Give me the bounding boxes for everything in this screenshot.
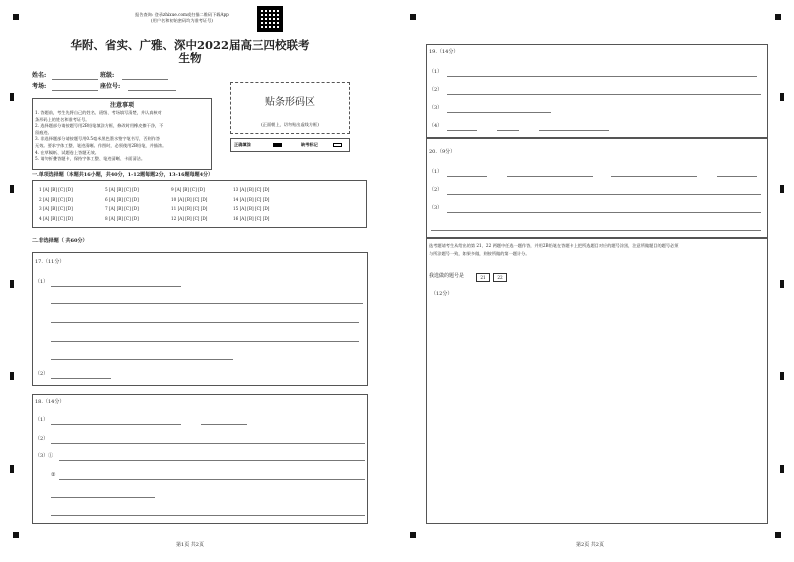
corner-mark-br [775, 532, 781, 538]
option-22-box[interactable]: 22 [493, 273, 507, 282]
corner-mark-mb [410, 532, 416, 538]
mcq-option-row[interactable]: 5 [A] [B] [C] [D] [105, 187, 139, 192]
corner-mark-tl [13, 14, 19, 20]
page-title: 华附、省实、广雅、深中2022届高三四校联考 [70, 38, 310, 52]
mcq-option-row[interactable]: 13 [A] [B] [C] [D] [233, 187, 270, 192]
filled-box-icon [273, 143, 282, 147]
barcode-hint: (正面朝上，切勿贴出虚线方框) [261, 122, 319, 127]
corner-mark-tr [775, 14, 781, 20]
username-note: (用户名和初始密码均为准考证号) [151, 18, 213, 23]
name-label: 姓名: [32, 72, 47, 79]
corner-mark-bl [13, 532, 19, 538]
q17-answer-line-6[interactable] [51, 378, 111, 379]
q17-answer-line-1[interactable] [51, 286, 181, 287]
q20-part3-label: （3） [429, 205, 443, 211]
mcq-box [32, 180, 367, 228]
q18-answer-line-1[interactable] [51, 424, 181, 425]
q20-answer-line-6[interactable] [447, 212, 761, 213]
absent-mark-label: 缺考标记 [301, 142, 318, 147]
q18-title: 18.（14分） [35, 399, 65, 405]
correct-fill-label: 正确填涂 [234, 142, 251, 147]
q18-answer-line-5[interactable] [59, 479, 365, 480]
q18-answer-line-3[interactable] [51, 443, 365, 444]
mcq-option-row[interactable]: 10 [A] [B] [C] [D] [171, 196, 208, 202]
mcq-option-row[interactable]: 4 [A] [B] [C] [D] [39, 215, 73, 221]
mcq-option-row[interactable]: 7 [A] [B] [C] [D] [105, 206, 139, 211]
section2-title: 二.非选择题（ 共60分） [32, 238, 88, 244]
mcq-option-row[interactable]: 1 [A] [B] [C] [D] [39, 187, 73, 192]
q20-part1-label: （1） [429, 169, 443, 175]
fill-example-box [230, 138, 350, 152]
side-mark-r4 [780, 372, 784, 380]
q17-answer-line-4[interactable] [51, 341, 359, 342]
notice-item: 1. 答题前，考生先将自己的姓名、班级、考场填写清楚，并认真核对 [35, 110, 162, 115]
subject-title: 生物 [178, 51, 202, 65]
name-field[interactable] [52, 79, 98, 80]
q18-answer-line-7[interactable] [51, 515, 365, 516]
mcq-option-row[interactable]: 15 [A] [B] [C] [D] [233, 206, 270, 211]
q17-title: 17.（11分） [35, 259, 65, 265]
notice-item: 无效。要求字体工整、笔迹清晰。作图时，必须使用2B铅笔，并描浓。 [35, 142, 167, 148]
report-query-line: 报告查询: 登录zhixue.com或扫描二维码下载App [135, 12, 229, 17]
mcq-title: 一.单项选择题（本题共16小题，共40分，1-12题每题2分，13-16题每题4分） [32, 172, 214, 178]
barcode-label: 贴条形码区 [265, 97, 315, 108]
side-mark-l3 [10, 280, 14, 288]
notice-item: 条形码上的姓名和准考证号。 [35, 116, 90, 122]
q20-part2-label: （2） [429, 187, 443, 193]
class-field[interactable] [122, 79, 168, 80]
mcq-option-row[interactable]: 12 [A] [B] [C] [D] [171, 215, 208, 221]
optional-instruction-2: 与所涂题号一致，如果多做，则按所做的第一题计分。 [429, 251, 530, 256]
chosen-question-label: 我选做的题号是 [429, 273, 465, 279]
mcq-option-row[interactable]: 3 [A] [B] [C] [D] [39, 206, 73, 211]
q19-answer-line-4[interactable] [447, 130, 477, 131]
q20-answer-line-3[interactable] [611, 176, 697, 177]
exam-room-label: 考场: [32, 83, 47, 90]
class-label: 班级: [100, 72, 115, 79]
side-mark-r5 [780, 465, 784, 473]
notice-item: 4. 在草稿纸、试题卷上答题无效。 [35, 149, 99, 155]
q17-answer-line-5[interactable] [51, 359, 233, 360]
q20-answer-line-7[interactable] [431, 230, 761, 231]
mcq-option-row[interactable]: 2 [A] [B] [C] [D] [39, 196, 73, 202]
q17-box [32, 252, 368, 386]
side-mark-r3 [780, 280, 784, 288]
optional-instruction: 选考题请考生从给出的第 21、22 两题中任选一题作答，并用2B铅笔在答题卡上把所选题目对应的题号涂黑，注意所做题目的题号必须 [429, 243, 679, 248]
optional-score: （12分） [431, 291, 453, 297]
corner-mark-ml [410, 14, 416, 20]
optional-box [426, 238, 768, 524]
mcq-option-row[interactable]: 14 [A] [B] [C] [D] [233, 196, 270, 202]
q20-answer-line-2[interactable] [507, 176, 593, 177]
mcq-option-row[interactable]: 9 [A] [B] [C] [D] [171, 187, 205, 192]
side-mark-l5 [10, 465, 14, 473]
notice-item: 5. 请勿折叠答题卡，保持字体工整、笔迹清晰、卡面清洁。 [35, 156, 146, 162]
q17-part1-label: （1） [35, 279, 49, 285]
absent-box[interactable] [333, 143, 342, 147]
side-mark-l1 [10, 93, 14, 101]
q20-box [426, 138, 768, 238]
side-mark-l2 [10, 185, 14, 193]
q19-answer-line-2[interactable] [447, 94, 761, 95]
mcq-option-row[interactable]: 8 [A] [B] [C] [D] [105, 215, 139, 221]
q18-answer-line-2[interactable] [201, 424, 247, 425]
side-mark-l4 [10, 372, 14, 380]
q19-part1-label: （1） [429, 69, 443, 75]
page1-footer: 第1页 共2页 [176, 542, 204, 548]
side-mark-r2 [780, 185, 784, 193]
q19-answer-line-1[interactable] [447, 76, 757, 77]
q19-box [426, 44, 768, 138]
q20-title: 20.（9分） [429, 149, 456, 155]
q19-answer-line-5[interactable] [497, 130, 519, 131]
q18-part1-label: （1） [35, 417, 49, 423]
q18-part3b-label: ② [51, 472, 56, 478]
q20-answer-line-5[interactable] [447, 194, 761, 195]
mcq-option-row[interactable]: 16 [A] [B] [C] [D] [233, 215, 270, 221]
q18-box [32, 394, 368, 524]
barcode-area [230, 82, 350, 134]
q18-part3-label: （3）① [35, 453, 54, 459]
q19-answer-line-6[interactable] [539, 130, 609, 131]
q19-answer-line-3[interactable] [447, 112, 551, 113]
side-mark-r1 [780, 93, 784, 101]
q19-part3-label: （3） [429, 105, 443, 111]
qr-code-icon [257, 6, 283, 32]
notice-item: 2. 选择题部分请按题号用2B铅笔填涂方框，修改时用橡皮擦干净，不 [35, 123, 164, 129]
q19-title: 19.（14分） [429, 49, 459, 55]
q19-part2-label: （2） [429, 87, 443, 93]
exam-room-field[interactable] [52, 90, 98, 91]
q18-answer-line-6[interactable] [51, 497, 155, 498]
q20-answer-line-1[interactable] [447, 176, 487, 177]
q19-part4-label: （4） [429, 123, 443, 129]
q17-part2-label: （2） [35, 371, 49, 377]
notice-item: 3. 非选择题部分请按题号用0.5毫米黑色墨水签字笔书写，否则作答 [35, 136, 161, 142]
option-21-box[interactable]: 21 [476, 273, 490, 282]
mcq-option-row[interactable]: 11 [A] [B] [C] [D] [171, 206, 208, 211]
q18-part2-label: （2） [35, 436, 49, 442]
q17-answer-line-3[interactable] [51, 322, 359, 323]
seat-label: 座位号: [100, 83, 121, 90]
page2-footer: 第2页 共2页 [576, 542, 604, 548]
seat-field[interactable] [128, 90, 176, 91]
notice-box [32, 98, 212, 170]
mcq-option-row[interactable]: 6 [A] [B] [C] [D] [105, 196, 139, 202]
notice-list [33, 110, 211, 163]
notice-item: 留痕迹。 [35, 129, 52, 135]
q18-answer-line-4[interactable] [59, 460, 365, 461]
q20-answer-line-4[interactable] [717, 176, 757, 177]
notice-title: 注意事项 [109, 102, 134, 109]
q17-answer-line-2[interactable] [51, 303, 363, 304]
